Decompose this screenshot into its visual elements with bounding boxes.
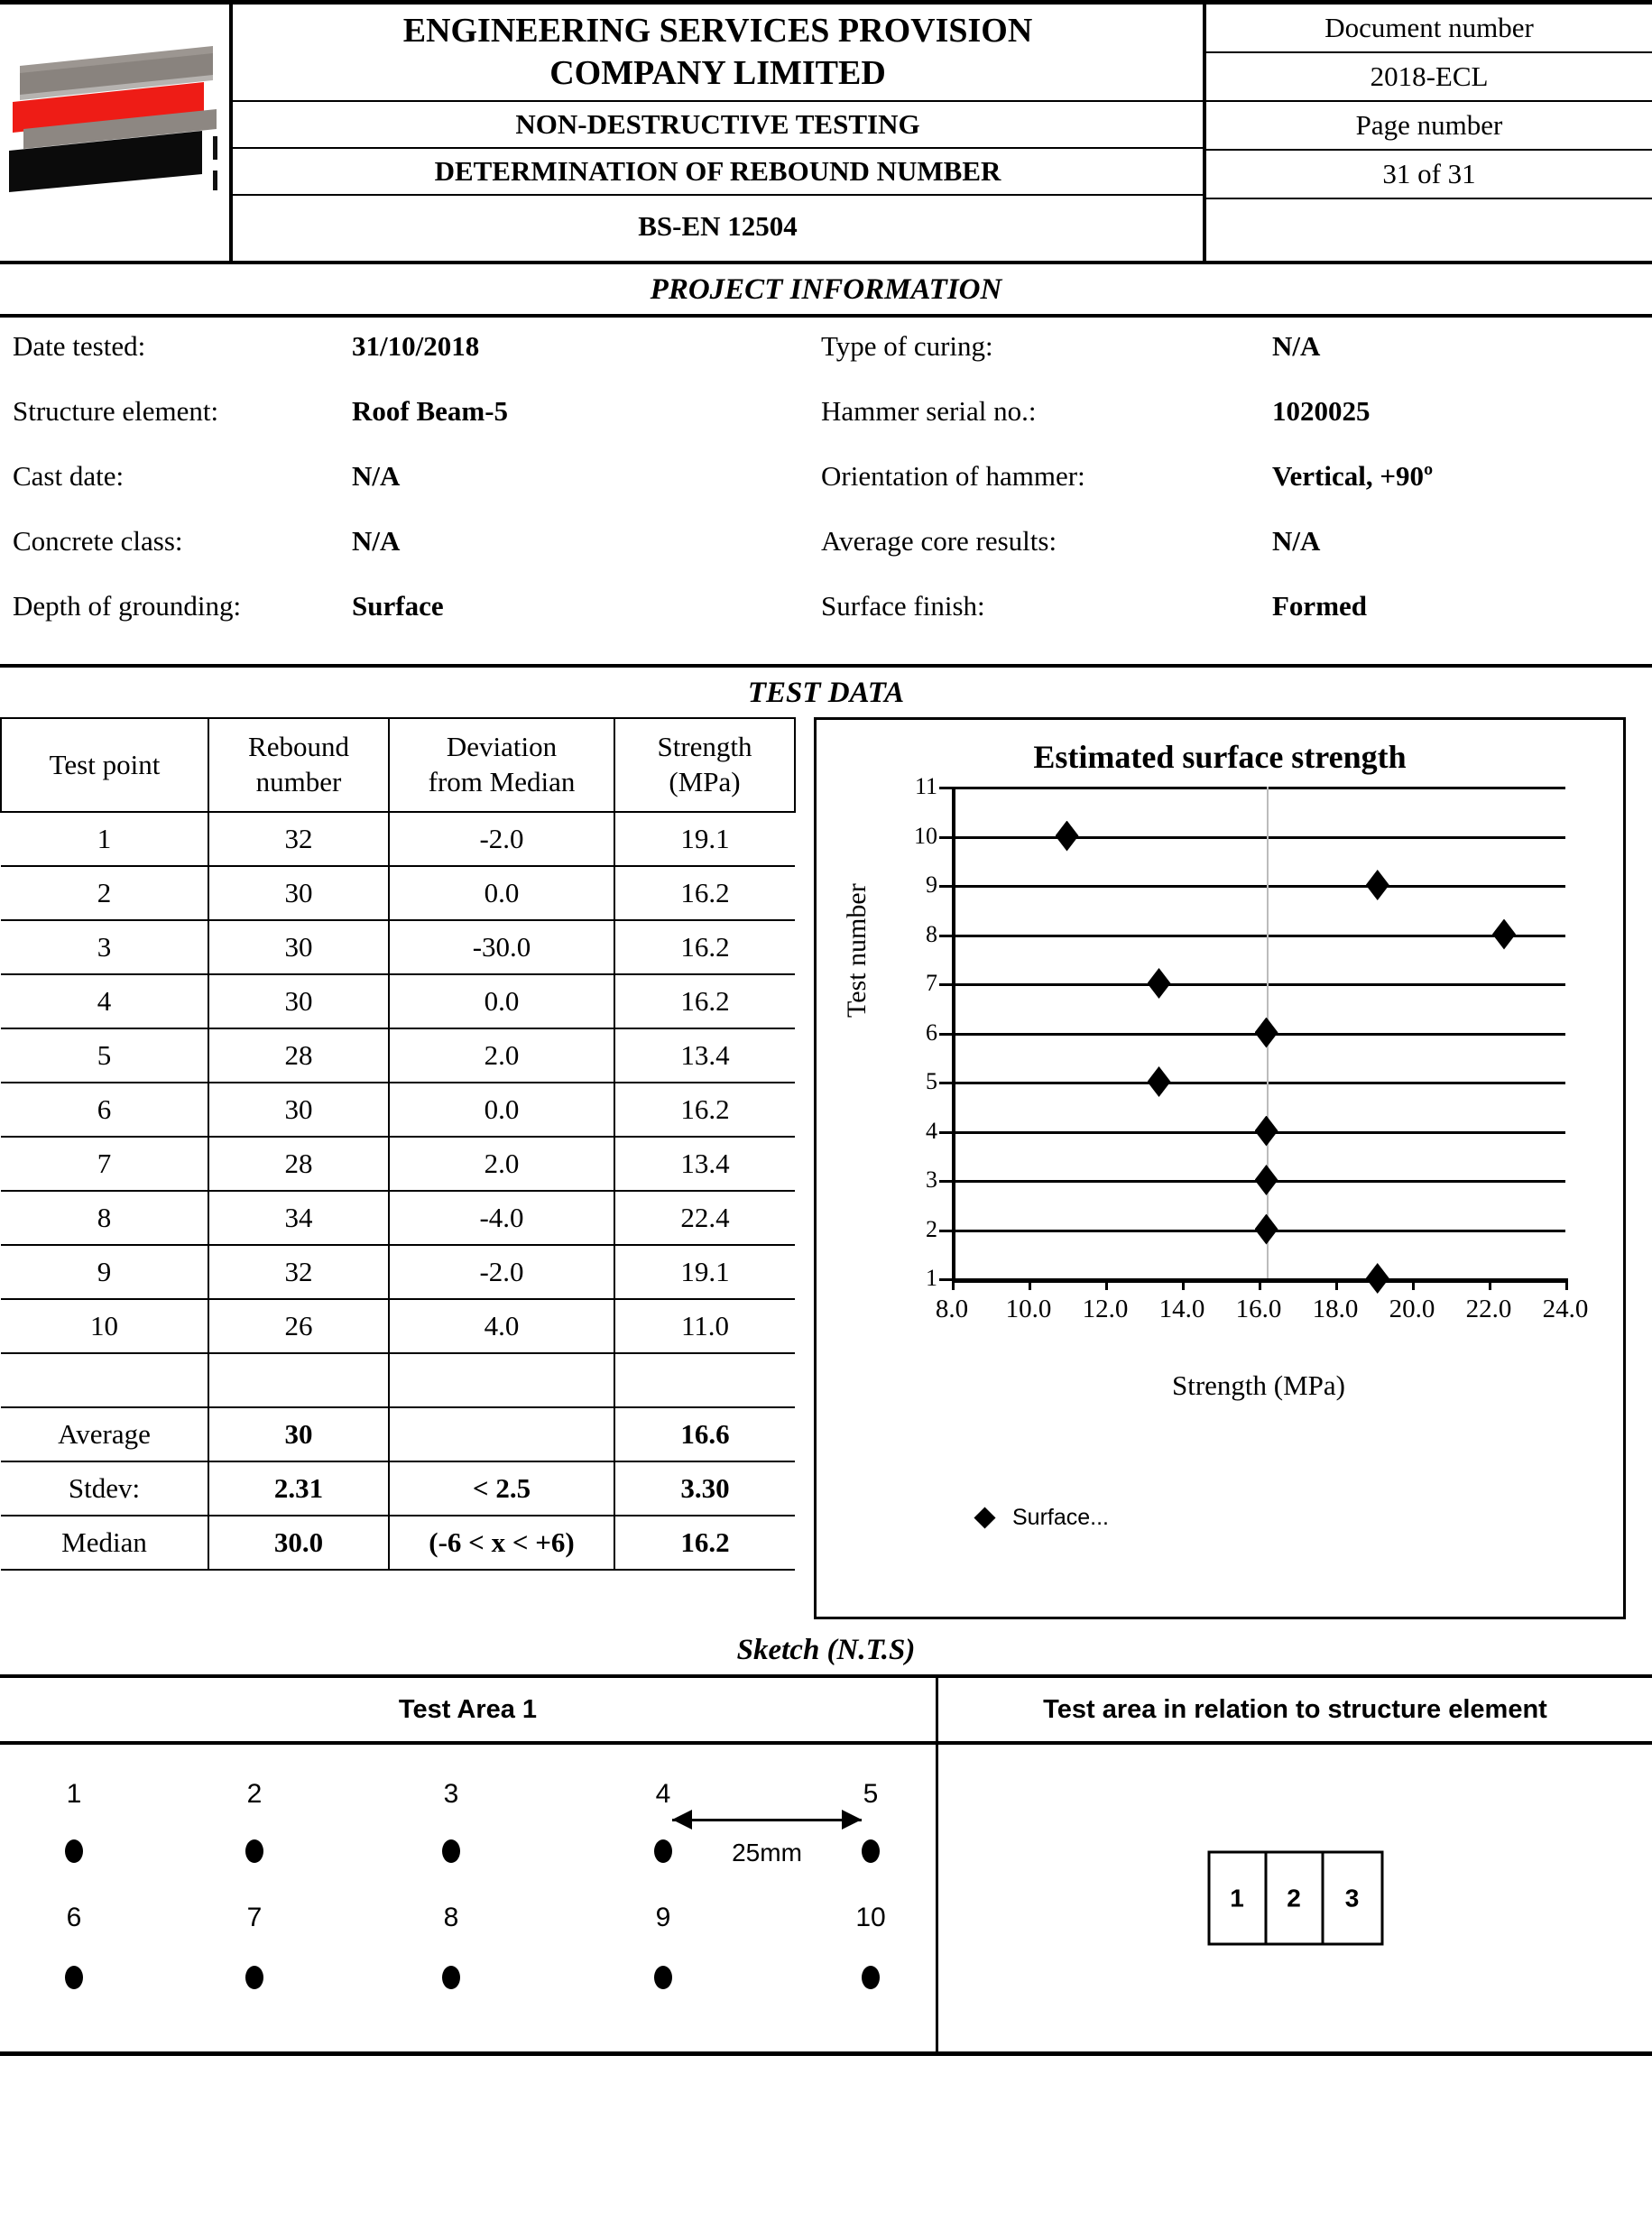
col-header-strength-line2: (MPa) — [669, 766, 741, 797]
table-row — [1, 812, 795, 866]
structure-cell-2: 2 — [1267, 1854, 1324, 1943]
chart-y-tick — [939, 935, 952, 937]
cell-deviation: 4.0 — [389, 1299, 614, 1353]
chart-gridline-y — [952, 787, 1565, 789]
cast-date-value: N/A — [352, 460, 401, 492]
test-data-table-wrap — [0, 717, 794, 1625]
cell-strength: 19.1 — [614, 812, 795, 866]
chart-x-tick-label: 22.0 — [1465, 1295, 1512, 1323]
orientation-of-hammer-label: Orientation of hammer: — [821, 460, 1085, 492]
cell-rebound: 32 — [208, 812, 389, 866]
cell-deviation: 0.0 — [389, 866, 614, 920]
chart-x-tick — [1565, 1278, 1568, 1290]
cell-rebound: 30 — [208, 974, 389, 1028]
sketch-dot-grid-body — [0, 1745, 936, 2051]
project-information-title: PROJECT INFORMATION — [650, 273, 1002, 306]
date-tested-label: Date tested: — [13, 330, 146, 362]
chart-data-point — [1255, 1116, 1278, 1147]
dimension-label: 25mm — [732, 1839, 802, 1867]
cell-strength: 22.4 — [614, 1191, 795, 1245]
cell-summary-strength: 3.30 — [614, 1461, 795, 1516]
cell-summary-strength: 16.2 — [614, 1516, 795, 1570]
cell-summary-label: Average — [1, 1407, 208, 1461]
test-point-dot — [442, 1966, 460, 1989]
depth-of-grounding-value: Surface — [352, 590, 444, 622]
chart-x-tick-label: 24.0 — [1542, 1295, 1589, 1323]
test-point-dot-grid — [0, 1745, 936, 2051]
test-title: DETERMINATION OF REBOUND NUMBER — [233, 149, 1203, 196]
chart-y-tick-label: 8 — [926, 920, 937, 947]
orientation-of-hammer-value: Vertical, +90º — [1272, 460, 1434, 492]
test-point-dot — [862, 1839, 880, 1863]
chart-data-point — [1148, 1066, 1171, 1097]
chart-plot-area — [914, 773, 1589, 1323]
test-point-label: 10 — [855, 1903, 886, 1932]
company-name-line1: ENGINEERING SERVICES PROVISION — [402, 11, 1033, 50]
cell-deviation: 0.0 — [389, 1083, 614, 1137]
cell-strength: 16.2 — [614, 974, 795, 1028]
table-row-blank — [1, 1353, 795, 1407]
test-point-dot — [442, 1839, 460, 1863]
cell-deviation: -2.0 — [389, 1245, 614, 1299]
chart-x-tick-label: 20.0 — [1389, 1295, 1435, 1323]
average-core-results-label: Average core results: — [821, 525, 1057, 557]
table-row-stdev — [1, 1461, 795, 1516]
col-header-strength — [614, 718, 795, 812]
cell-deviation: 2.0 — [389, 1137, 614, 1191]
cell-test-point: 5 — [1, 1028, 208, 1083]
chart-title: Estimated surface strength — [1033, 739, 1407, 775]
test-point-dot — [245, 1839, 263, 1863]
logo-accent-mark-upper — [213, 136, 217, 160]
company-name — [233, 5, 1203, 102]
chart-gridline-y — [952, 983, 1565, 986]
chart-y-tick-label: 9 — [926, 871, 937, 898]
cell-test-point: 7 — [1, 1137, 208, 1191]
cell-test-point: 9 — [1, 1245, 208, 1299]
structure-element-diagram — [1207, 1851, 1383, 1946]
col-header-strength-line1: Strength — [657, 731, 752, 763]
cell-test-point: 8 — [1, 1191, 208, 1245]
col-header-test-point: Test point — [1, 718, 208, 812]
diamond-marker-icon — [974, 1507, 995, 1528]
chart-data-point — [1056, 821, 1079, 852]
chart-data-point — [1255, 1165, 1278, 1195]
project-information-section — [0, 318, 1652, 668]
type-of-curing-label: Type of curing: — [821, 330, 993, 362]
chart-y-tick — [939, 1180, 952, 1183]
test-point-dot — [654, 1966, 672, 1989]
chart-y-tick-label: 3 — [926, 1166, 937, 1193]
page-number-label: Page number — [1206, 102, 1652, 151]
chart-data-point — [1492, 919, 1516, 950]
date-tested-value: 31/10/2018 — [352, 330, 480, 362]
test-point-label: 2 — [246, 1779, 263, 1809]
hammer-serial-no-value: 1020025 — [1272, 395, 1371, 427]
chart-y-tick — [939, 1278, 952, 1281]
table-row — [1, 866, 795, 920]
cell-test-point: 2 — [1, 866, 208, 920]
chart-x-tick-label: 12.0 — [1082, 1295, 1129, 1323]
chart-panel — [794, 717, 1652, 1625]
cell-rebound: 30 — [208, 1083, 389, 1137]
test-point-label: 5 — [863, 1779, 879, 1809]
test-point-dot — [65, 1966, 83, 1989]
cell-strength — [614, 1353, 795, 1407]
type-of-curing-value: N/A — [1272, 330, 1321, 362]
chart-y-tick-label: 10 — [914, 822, 937, 849]
document-number-label: Document number — [1206, 5, 1652, 53]
chart-gridline-y — [952, 935, 1565, 937]
table-row — [1, 1083, 795, 1137]
table-row-average — [1, 1407, 795, 1461]
cell-deviation: -4.0 — [389, 1191, 614, 1245]
sketch-title: Sketch (N.T.S) — [736, 1634, 916, 1666]
chart-y-tick — [939, 787, 952, 789]
cell-summary-deviation: (-6 < x < +6) — [389, 1516, 614, 1570]
structure-cell-3: 3 — [1344, 1884, 1360, 1912]
cell-deviation: -2.0 — [389, 812, 614, 866]
chart-x-tick-label: 14.0 — [1158, 1295, 1205, 1323]
dimension-arrow-right-icon — [842, 1810, 862, 1830]
chart-y-tick-label: 7 — [926, 970, 937, 996]
document-header — [0, 0, 1652, 264]
chart-legend — [977, 1505, 1109, 1531]
col-header-rebound-line1: Rebound — [248, 731, 349, 763]
test-type: NON-DESTRUCTIVE TESTING — [233, 102, 1203, 149]
table-row — [1, 1028, 795, 1083]
cell-strength: 13.4 — [614, 1137, 795, 1191]
standard-reference: BS-EN 12504 — [638, 210, 798, 242]
chart-gridline-y — [952, 836, 1565, 839]
chart-gridline-y — [952, 885, 1565, 888]
col-header-rebound-number — [208, 718, 389, 812]
cell-strength: 13.4 — [614, 1028, 795, 1083]
header-meta-column — [1203, 5, 1652, 261]
company-logo — [7, 39, 222, 192]
chart-y-tick-label: 6 — [926, 1019, 937, 1046]
cell-test-point: 1 — [1, 812, 208, 866]
col-header-rebound-line2: number — [255, 766, 342, 797]
test-data-body — [1, 812, 795, 1570]
document-number-value: 2018-ECL — [1206, 53, 1652, 102]
chart-gridline-y — [952, 1082, 1565, 1084]
chart-legend-label: Surface... — [1012, 1505, 1109, 1530]
chart-y-tick — [939, 1082, 952, 1084]
estimated-surface-strength-chart — [814, 717, 1626, 1619]
sketch-grid — [0, 1674, 1652, 2056]
chart-x-tick-label: 18.0 — [1312, 1295, 1359, 1323]
chart-x-tick-label: 10.0 — [1005, 1295, 1052, 1323]
cell-deviation: -30.0 — [389, 920, 614, 974]
chart-y-tick — [939, 1033, 952, 1036]
table-row — [1, 1137, 795, 1191]
logo-accent-mark-lower — [213, 171, 217, 190]
table-row — [1, 1191, 795, 1245]
concrete-class-value: N/A — [352, 525, 401, 557]
cell-rebound: 30 — [208, 866, 389, 920]
test-point-label: 8 — [443, 1903, 459, 1932]
table-row — [1, 1299, 795, 1353]
dimension-arrow-left-icon — [672, 1810, 692, 1830]
test-point-label: 3 — [443, 1779, 459, 1809]
cell-test-point: 6 — [1, 1083, 208, 1137]
chart-x-tick-label: 16.0 — [1235, 1295, 1282, 1323]
chart-gridline-y — [952, 1278, 1565, 1283]
project-info-row — [0, 590, 1652, 655]
project-info-row — [0, 395, 1652, 460]
chart-y-axis-title: Test number — [842, 883, 872, 1018]
test-point-dot — [65, 1839, 83, 1863]
chart-y-tick-label: 2 — [926, 1215, 937, 1242]
hammer-serial-no-label: Hammer serial no.: — [821, 395, 1037, 427]
test-data-title: TEST DATA — [747, 677, 905, 709]
table-row — [1, 920, 795, 974]
test-point-dot — [245, 1966, 263, 1989]
cell-test-point: 3 — [1, 920, 208, 974]
cell-summary-label: Median — [1, 1516, 208, 1570]
cell-test-point: 10 — [1, 1299, 208, 1353]
company-logo-cell — [0, 5, 233, 261]
structure-element-value: Roof Beam-5 — [352, 395, 509, 427]
table-row — [1, 1245, 795, 1299]
cell-deviation: 0.0 — [389, 974, 614, 1028]
sketch-test-area-panel — [0, 1678, 938, 2051]
col-header-deviation-line2: from Median — [428, 766, 576, 797]
chart-data-point — [1366, 1263, 1389, 1294]
cell-summary-strength: 16.6 — [614, 1407, 795, 1461]
cell-strength: 16.2 — [614, 866, 795, 920]
chart-y-tick — [939, 836, 952, 839]
dimension-line — [672, 1819, 862, 1821]
cell-strength: 19.1 — [614, 1245, 795, 1299]
test-data-table — [0, 717, 796, 1571]
table-row — [1, 974, 795, 1028]
chart-y-tick — [939, 1131, 952, 1134]
test-point-label: 1 — [66, 1779, 82, 1809]
test-point-label: 4 — [655, 1779, 671, 1809]
test-point-label: 9 — [655, 1903, 671, 1932]
cell-summary-deviation: < 2.5 — [389, 1461, 614, 1516]
cell-rebound: 26 — [208, 1299, 389, 1353]
cell-summary-deviation — [389, 1407, 614, 1461]
col-header-deviation — [389, 718, 614, 812]
sketch-structure-panel — [938, 1678, 1652, 2051]
chart-y-tick-label: 5 — [926, 1068, 937, 1094]
test-point-label: 7 — [246, 1903, 263, 1932]
cell-summary-rebound: 30.0 — [208, 1516, 389, 1570]
cell-test-point: 4 — [1, 974, 208, 1028]
test-point-label: 6 — [66, 1903, 82, 1932]
test-point-dot — [654, 1839, 672, 1863]
cell-deviation: 2.0 — [389, 1028, 614, 1083]
chart-y-tick — [939, 983, 952, 986]
cell-strength: 16.2 — [614, 1083, 795, 1137]
cell-summary-label: Stdev: — [1, 1461, 208, 1516]
chart-y-tick-label: 11 — [914, 773, 937, 799]
cell-rebound: 34 — [208, 1191, 389, 1245]
cell-summary-rebound: 2.31 — [208, 1461, 389, 1516]
sketch-left-header: Test Area 1 — [0, 1678, 936, 1745]
cell-strength: 16.2 — [614, 920, 795, 974]
chart-y-tick — [939, 1230, 952, 1232]
surface-finish-value: Formed — [1272, 590, 1368, 622]
logo-svg — [7, 39, 222, 192]
project-info-row — [0, 460, 1652, 525]
cell-rebound: 28 — [208, 1028, 389, 1083]
cell-rebound: 28 — [208, 1137, 389, 1191]
chart-x-axis-title: Strength (MPa) — [1171, 1369, 1345, 1401]
header-title-column — [233, 5, 1203, 261]
project-info-row — [0, 525, 1652, 590]
cell-rebound — [208, 1353, 389, 1407]
concrete-class-label: Concrete class: — [13, 525, 183, 557]
cell-rebound: 30 — [208, 920, 389, 974]
chart-data-point — [1255, 1018, 1278, 1048]
chart-data-point — [1148, 968, 1171, 999]
chart-y-tick-label: 1 — [926, 1265, 937, 1291]
cell-summary-rebound: 30 — [208, 1407, 389, 1461]
company-name-line2: COMPANY LIMITED — [549, 54, 886, 92]
page-number-value: 31 of 31 — [1206, 151, 1652, 199]
test-data-section — [0, 717, 1652, 1625]
cell-test-point — [1, 1353, 208, 1407]
header-meta-blank-cell — [1206, 199, 1652, 261]
cell-deviation — [389, 1353, 614, 1407]
chart-x-tick-label: 8.0 — [935, 1295, 969, 1323]
project-info-row — [0, 330, 1652, 395]
chart-y-tick — [939, 885, 952, 888]
cast-date-label: Cast date: — [13, 460, 125, 492]
chart-data-point — [1366, 870, 1389, 900]
sketch-section — [0, 1625, 1652, 2056]
col-header-deviation-line1: Deviation — [446, 731, 558, 763]
cell-rebound: 32 — [208, 1245, 389, 1299]
structure-element-label: Structure element: — [13, 395, 219, 427]
sketch-right-header: Test area in relation to structure element — [938, 1678, 1652, 1745]
test-point-dot — [862, 1966, 880, 1989]
table-header-row — [1, 718, 795, 812]
surface-finish-label: Surface finish: — [821, 590, 985, 622]
structure-cell-1: 1 — [1210, 1854, 1267, 1943]
depth-of-grounding-label: Depth of grounding: — [13, 590, 242, 622]
cell-strength: 11.0 — [614, 1299, 795, 1353]
structure-element-diagram-body — [938, 1745, 1652, 2051]
average-core-results-value: N/A — [1272, 525, 1321, 557]
table-row-median — [1, 1516, 795, 1570]
chart-data-point — [1255, 1214, 1278, 1245]
chart-y-tick-label: 4 — [926, 1117, 937, 1144]
